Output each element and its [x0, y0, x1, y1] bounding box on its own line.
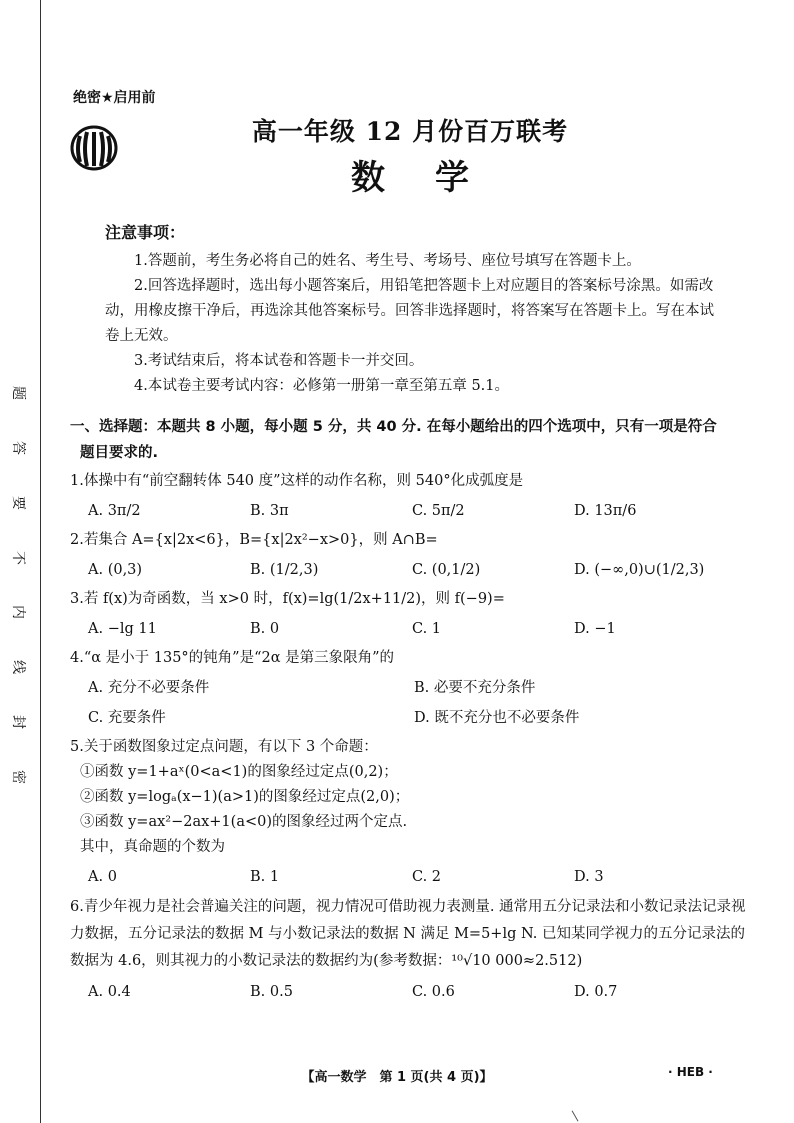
notice-block	[105, 220, 725, 399]
option: A. 充分不必要条件	[88, 680, 210, 696]
scan-mark	[572, 1107, 586, 1122]
option: A. 0.4	[88, 984, 131, 1000]
option: B. 0.5	[250, 984, 293, 1000]
option: D. −1	[574, 621, 616, 637]
question-stem: 3.若 f(x)为奇函数，当 x>0 时，f(x)=lg(1/2x+11/2)，则 f(−9)=	[70, 591, 505, 607]
proposition: ②函数 y=logₐ(x−1)(a>1)的图象经过定点(2,0)；	[80, 789, 410, 805]
question-stem: 5.关于函数图象过定点问题，有以下 3 个命题：	[70, 739, 378, 755]
question-stem: 2.若集合 A={x|2x<6}，B={x|2x²−x>0}，则 A∩B=	[70, 532, 438, 548]
binding-char: 内	[10, 605, 26, 620]
binding-char: 不	[10, 550, 26, 565]
binding-char: 答	[10, 440, 26, 455]
subject-title: 数学	[351, 158, 519, 198]
binding-char: 封	[10, 715, 26, 730]
exam-title: 高一年级 12 月份百万联考	[251, 117, 569, 146]
question-options	[88, 498, 750, 524]
option: A. −lg 11	[88, 621, 157, 637]
questions-area	[70, 414, 750, 1009]
question-options	[88, 557, 750, 583]
option: D. 既不充分也不必要条件	[414, 710, 580, 726]
option: A. 3π/2	[88, 503, 141, 519]
footer-code: · HEB ·	[668, 1065, 713, 1079]
option: A. (0,3)	[88, 562, 143, 578]
page-footer: 【高一数学 第 1 页(共 4 页)】	[301, 1070, 493, 1085]
section-heading	[70, 414, 750, 466]
option: B. 1	[250, 869, 280, 885]
notice-title: 注意事项：	[105, 223, 186, 242]
binding-line	[40, 0, 42, 1123]
secret-label: 绝密★启用前	[73, 90, 156, 106]
option: C. (0,1/2)	[412, 562, 481, 578]
binding-margin-text	[4, 385, 32, 785]
option: C. 充要条件	[88, 710, 166, 726]
exam-logo-icon	[68, 124, 120, 172]
binding-char: 线	[10, 660, 26, 675]
option: C. 2	[412, 869, 442, 885]
notice-item: 3.考试结束后，将本试卷和答题卡一并交回。	[134, 353, 424, 369]
question-options	[88, 979, 750, 1005]
option: B. 0	[250, 621, 280, 637]
question-options	[88, 864, 750, 890]
section-heading-line: 一、选择题：本题共 8 小题，每小题 5 分，共 40 分. 在每小题给出的四个选项中，只有一项是符合	[70, 419, 717, 435]
question-stem: 1.体操中有“前空翻转体 540 度”这样的动作名称，则 540°化成弧度是	[70, 473, 524, 489]
option: C. 0.6	[412, 984, 455, 1000]
question-options	[88, 675, 750, 701]
option: A. 0	[88, 869, 117, 885]
question-stem: 6.青少年视力是社会普遍关注的问题，视力情况可借助视力表测量. 通常用五分记录法和小数记录法记录视力数据，五分记录法的数据 M 与小数记录法的数据 N 满足 M=5+lg N. 已知某同学视力的五分记录法的数据为 4.6，则其视力的小数记录法的数据约为(参考数据：¹⁰√10 000≈2.512)	[70, 899, 746, 969]
option: C. 5π/2	[412, 503, 465, 519]
option: D. (−∞,0)∪(1/2,3)	[574, 562, 705, 578]
section-heading-line: 题目要求的.	[80, 445, 159, 461]
question-options	[88, 616, 750, 642]
proposition: ③函数 y=ax²−2ax+1(a<0)的图象经过两个定点.	[80, 814, 408, 830]
option: B. 必要不充分条件	[414, 680, 536, 696]
option: D. 0.7	[574, 984, 618, 1000]
notice-item: 4.本试卷主要考试内容：必修第一册第一章至第五章 5.1。	[134, 378, 510, 394]
notice-item: 1.答题前，考生务必将自己的姓名、考生号、考场号、座位号填写在答题卡上。	[134, 253, 641, 269]
binding-char: 要	[10, 495, 26, 510]
binding-char: 密	[10, 769, 26, 784]
question-stem: 4.“α 是小于 135°的钝角”是“2α 是第三象限角”的	[70, 650, 395, 666]
proposition: ①函数 y=1+aˣ(0<a<1)的图象经过定点(0,2)；	[80, 764, 398, 780]
option: D. 3	[574, 869, 604, 885]
question-options	[88, 705, 750, 731]
notice-item: 2.回答选择题时，选出每小题答案后，用铅笔把答题卡上对应题目的答案标号涂黑。如需改动，用橡皮擦干净后，再选涂其他答案标号。回答非选择题时，将答案写在答题卡上。写在本试卷上无效。	[105, 278, 714, 344]
question-prompt: 其中，真命题的个数为	[80, 839, 225, 855]
option: B. (1/2,3)	[250, 562, 319, 578]
option: D. 13π/6	[574, 503, 637, 519]
binding-char: 题	[10, 386, 26, 400]
option: C. 1	[412, 621, 442, 637]
option: B. 3π	[250, 503, 289, 519]
